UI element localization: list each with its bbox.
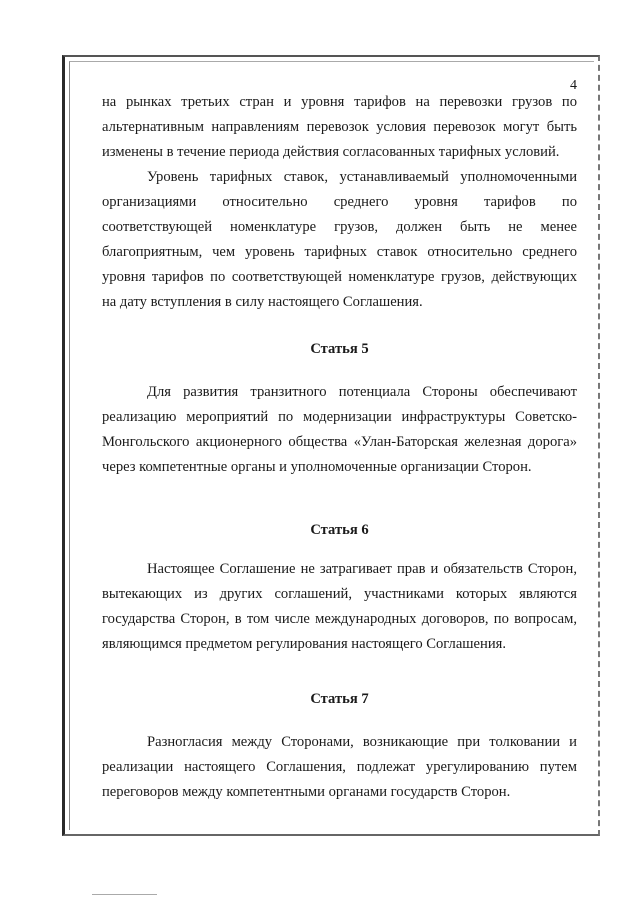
article-7-heading: Статья 7: [310, 691, 369, 707]
article-6-heading: Статья 6: [310, 522, 369, 538]
article-5-heading: Статья 5: [310, 341, 369, 357]
document-body: [102, 90, 577, 805]
scan-edge-mark: [92, 894, 157, 895]
article-5-text: Для развития транзитного потенциала Стороны обеспечивают реализацию мероприятий по модернизации инфраструктуры Советско-Монгольского акционерного общества «Улан-Баторская железная дорога» через компетентные органы и уполномоченные организации Сторон.: [102, 384, 577, 475]
page-number: 4: [570, 78, 577, 93]
paragraph-continuation: на рынках третьих стран и уровня тарифов на перевозки грузов по альтернативным направлениям перевозок условия перевозок могут быть изменены в течение периода действия согласованных тарифных условий.: [102, 94, 577, 160]
paragraph-tariff-rates: Уровень тарифных ставок, устанавливаемый уполномоченными организациями относительно среднего уровня тарифов по соответствующей номенклатуре грузов, должен быть не менее благоприятным, чем уровень тарифных ставок относительно среднего уровня тарифов по соответствующей номенклатуре грузов, действующих на дату вступления в силу настоящего Соглашения.: [102, 169, 577, 310]
article-6-text: Настоящее Соглашение не затрагивает прав и обязательств Сторон, вытекающих из других соглашений, участниками которых являются государства Сторон, в том числе международных договоров, по вопросам, являющимся предметом регулирования настоящего Соглашения.: [102, 561, 577, 652]
article-7-text: Разногласия между Сторонами, возникающие при толковании и реализации настоящего Соглашения, подлежат урегулированию путем переговоров между компетентными органами государств Сторон.: [102, 734, 577, 800]
